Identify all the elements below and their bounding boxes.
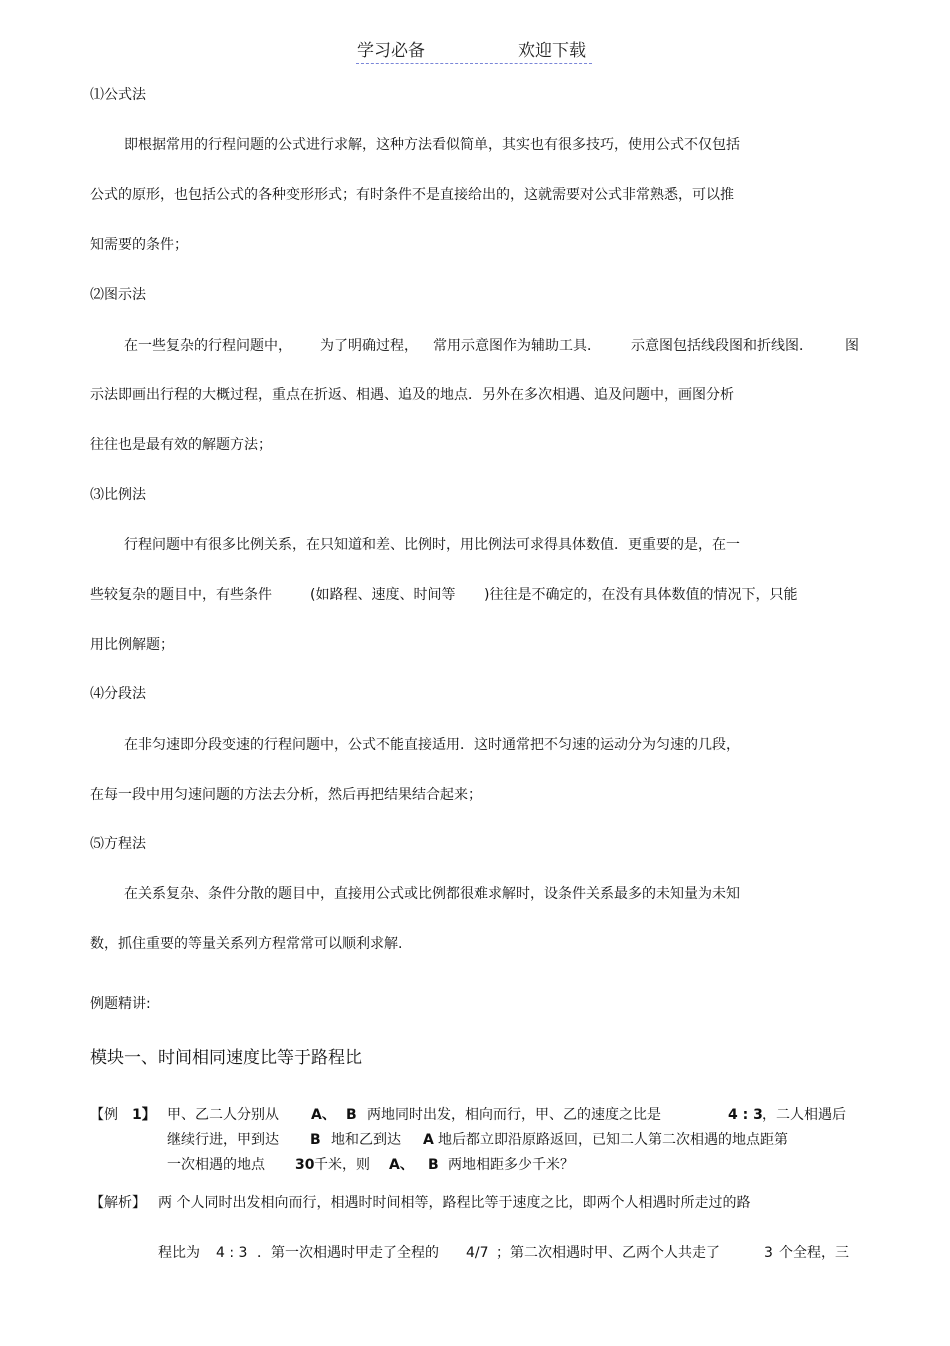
- paragraph-line: 数，抓住重要的等量关系列方程常常可以顺利求解.: [90, 936, 403, 952]
- analysis-text: 程比为: [158, 1245, 200, 1261]
- example-text: A、: [311, 1107, 336, 1123]
- example-text: 地后都立即沿原路返回，已知二人第二次相遇的地点距第: [438, 1132, 788, 1148]
- paragraph-fragment: 些较复杂的题目中，有些条件: [90, 587, 272, 603]
- paragraph-fragment: 为了明确过程，: [320, 338, 418, 354]
- paragraph-line: 公式的原形，也包括公式的各种变形形式；有时条件不是直接给出的，这就需要对公式非常熟悉，可以推: [90, 187, 734, 203]
- example-tag: 【例: [90, 1107, 118, 1123]
- example-text: A: [423, 1132, 434, 1148]
- paragraph-fragment: )往往是不确定的，在没有具体数值的情况下，只能: [484, 587, 798, 603]
- paragraph-line: 行程问题中有很多比例关系，在只知道和差、比例时，用比例法可求得具体数值．更重要的是，在一: [124, 537, 740, 553]
- paragraph-line: 用比例解题；: [90, 637, 174, 653]
- paragraph-line: 在每一段中用匀速问题的方法去分析，然后再把结果结合起来；: [90, 787, 482, 803]
- analysis-text: 两 个人同时出发相向而行，相遇时时间相等，路程比等于速度之比，即两个人相遇时所走过的路: [158, 1195, 751, 1211]
- paragraph-fragment: (如路程、速度、时间等: [310, 587, 456, 603]
- example-text: 30: [295, 1157, 315, 1173]
- example-number: 1】: [132, 1107, 156, 1123]
- example-text: 千米，则: [314, 1157, 370, 1173]
- section-heading-diagram: ⑵图示法: [90, 287, 146, 303]
- paragraph-line: 示法即画出行程的大概过程，重点在折返、相遇、追及的地点．另外在多次相遇、追及问题中，画图分析: [90, 387, 734, 403]
- paragraph-fragment: 常用示意图作为辅助工具．: [433, 338, 601, 354]
- analysis-text: ；第二次相遇时甲、乙两个人共走了: [496, 1245, 720, 1261]
- analysis-text: ．第一次相遇时甲走了全程的: [257, 1245, 439, 1261]
- paragraph-line: 即根据常用的行程问题的公式进行求解，这种方法看似简单，其实也有很多技巧，使用公式不仅包括: [124, 137, 740, 153]
- section-heading-segment: ⑷分段法: [90, 686, 146, 702]
- example-text: A、: [389, 1157, 414, 1173]
- paragraph-fragment: 图: [845, 338, 859, 354]
- header-left-text: 学习必备: [357, 41, 425, 61]
- paragraph-fragment: 示意图包括线段图和折线图．: [631, 338, 813, 354]
- paragraph-fragment: 在一些复杂的行程问题中，: [124, 338, 292, 354]
- header-underline: [356, 63, 592, 64]
- header-right-text: 欢迎下载: [518, 41, 586, 61]
- section-heading-formula: ⑴公式法: [90, 87, 146, 103]
- analysis-text: 4 : 3: [216, 1245, 248, 1261]
- example-text: 两地同时出发，相向而行，甲、乙的速度之比是: [367, 1107, 661, 1123]
- example-text: 地和乙到达: [331, 1132, 401, 1148]
- section-heading-equation: ⑸方程法: [90, 836, 146, 852]
- example-text: B: [346, 1107, 357, 1123]
- example-text: 4 : 3: [728, 1107, 763, 1123]
- example-text: B: [428, 1157, 439, 1173]
- analysis-text: 3: [764, 1245, 773, 1261]
- paragraph-line: 往往也是最有效的解题方法；: [90, 437, 272, 453]
- example-text: 一次相遇的地点: [167, 1157, 265, 1173]
- example-text: 两地相距多少千米？: [448, 1157, 574, 1173]
- example-text: ，二人相遇后: [762, 1107, 846, 1123]
- paragraph-line: 在关系复杂、条件分散的题目中，直接用公式或比例都很难求解时，设条件关系最多的未知量为未知: [124, 886, 740, 902]
- example-text: 甲、乙二人分别从: [167, 1107, 279, 1123]
- section-heading-ratio: ⑶比例法: [90, 487, 146, 503]
- example-text: B: [310, 1132, 321, 1148]
- paragraph-line: 知需要的条件；: [90, 237, 188, 253]
- module-title: 模块一、时间相同速度比等于路程比: [90, 1048, 362, 1068]
- analysis-tag: 【解析】: [90, 1195, 146, 1211]
- examples-label: 例题精讲:: [90, 996, 151, 1012]
- example-text: 继续行进，甲到达: [167, 1132, 279, 1148]
- paragraph-line: 在非匀速即分段变速的行程问题中，公式不能直接适用．这时通常把不匀速的运动分为匀速的几段，: [124, 737, 740, 753]
- analysis-text: 个全程，三: [779, 1245, 849, 1261]
- analysis-text: 4/7: [466, 1245, 489, 1261]
